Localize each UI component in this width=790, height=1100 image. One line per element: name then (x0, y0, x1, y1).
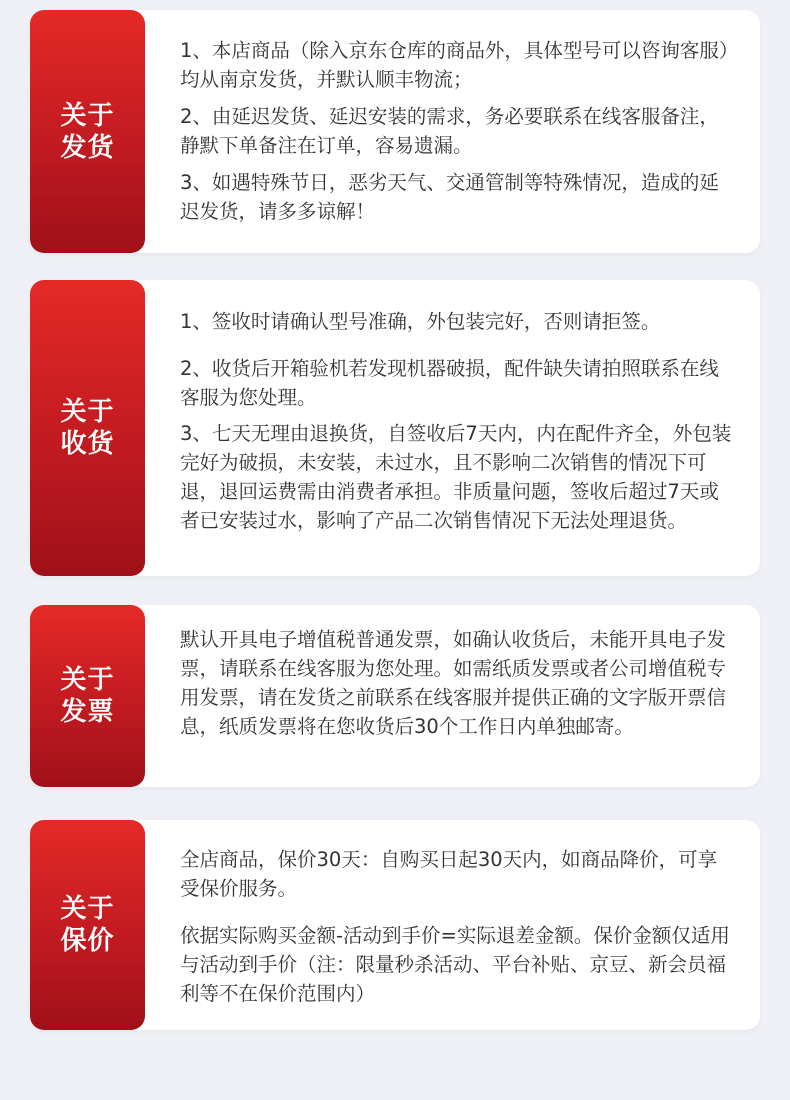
invoice-content (180, 625, 732, 741)
price-protection-paragraph-2: 依据实际购买金额-活动到手价=实际退差金额。保价金额仅适用与活动到手价（注：限量秒杀活动、平台补贴、京豆、新会员福利等不在保价范围内） (180, 924, 730, 1005)
invoice-paragraph-1: 默认开具电子增值税普通发票，如确认收货后，未能开具电子发票，请联系在线客服为您处理。如需纸质发票或者公司增值税专用发票，请在发货之前联系在线客服并提供正确的文字版开票信息，纸质发票将在您收货后30个工作日内单独邮寄。 (180, 628, 727, 738)
receiving-title: 关于收货 (60, 397, 115, 459)
receiving-paragraph-1: 1、签收时请确认型号准确，外包装完好，否则请拒签。 (180, 310, 661, 333)
receiving-paragraph-2: 2、收货后开箱验机若发现机器破损，配件缺失请拍照联系在线客服为您处理。 (180, 357, 719, 409)
price-protection-title: 关于保价 (60, 894, 115, 956)
invoice-tab (30, 605, 145, 787)
receiving-content (180, 307, 732, 535)
price-protection-paragraph-1: 全店商品，保价30天：自购买日起30天内，如商品降价，可享受保价服务。 (180, 848, 718, 900)
price-protection-tab (30, 820, 145, 1030)
shipping-tab (30, 10, 145, 253)
price-protection-content (180, 845, 732, 1008)
shipping-paragraph-3: 3、如遇特殊节日，恶劣天气、交通管制等特殊情况，造成的延迟发货，请多多谅解！ (180, 171, 719, 223)
shipping-paragraph-2: 2、由延迟发货、延迟安装的需求，务必要联系在线客服备注，静默下单备注在订单，容易遗漏。 (180, 105, 719, 157)
receiving-tab (30, 280, 145, 576)
price-protection-card (30, 820, 760, 1030)
shipping-content (180, 36, 732, 226)
receiving-card (30, 280, 760, 576)
receiving-paragraph-3: 3、七天无理由退换货，自签收后7天内，内在配件齐全，外包装完好为破损，未安装，未过水，且不影响二次销售的情况下可退，退回运费需由消费者承担。非质量问题，签收后超过7天或者已安装过水，影响了产品二次销售情况下无法处理退货。 (180, 422, 732, 532)
shipping-title: 关于发货 (60, 100, 115, 163)
shipping-paragraph-1: 1、本店商品（除入京东仓库的商品外，具体型号可以咨询客服）均从南京发货，并默认顺丰物流； (180, 39, 729, 91)
invoice-title: 关于发票 (60, 665, 115, 727)
invoice-card (30, 605, 760, 787)
shipping-card (30, 10, 760, 253)
